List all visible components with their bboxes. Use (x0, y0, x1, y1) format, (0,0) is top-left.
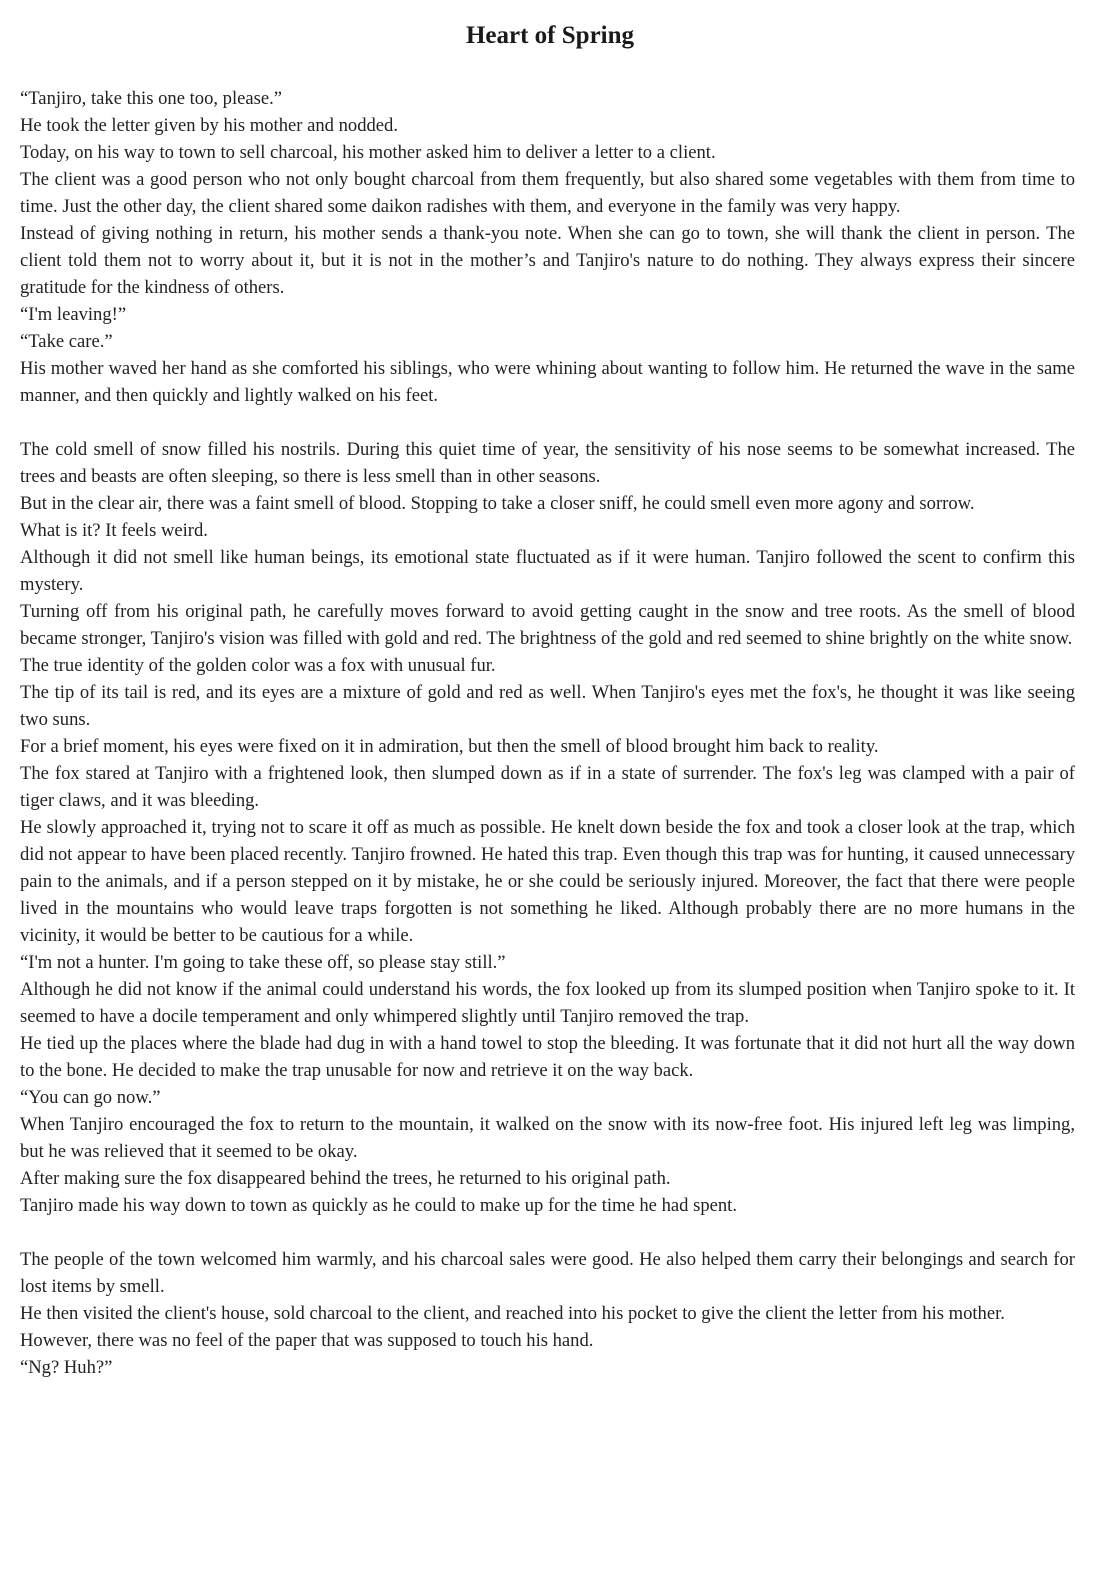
story-paragraph: Instead of giving nothing in return, his mother sends a thank-you note. When she can go to town, she will thank the client in person. The client told them not to worry about it, but it is not in the mother’s and Tanjiro's nature to do nothing. They always express their sincere gratitude for the kindness of others. (20, 223, 1075, 298)
page-title: Heart of Spring (465, 22, 635, 49)
story-paragraph: Today, on his way to town to sell charcoal, his mother asked him to deliver a letter to a client. (20, 142, 716, 163)
story-body (20, 85, 1075, 1381)
story-paragraph: He tied up the places where the blade had dug in with a hand towel to stop the bleeding. It was fortunate that it did not hurt all the way down to the bone. He decided to make the trap unusable for now and retrieve it on the way back. (20, 1033, 1075, 1081)
section-break (20, 1219, 1075, 1246)
story-paragraph: However, there was no feel of the paper that was supposed to touch his hand. (20, 1330, 594, 1351)
story-paragraph: What is it? It feels weird. (20, 520, 208, 541)
story-paragraph: “Tanjiro, take this one too, please.” (20, 88, 283, 109)
story-paragraph: The cold smell of snow filled his nostrils. During this quiet time of year, the sensitivity of his nose seems to be somewhat increased. The trees and beasts are often sleeping, so there is less smell than in other seasons. (20, 439, 1075, 487)
story-paragraph: The tip of its tail is red, and its eyes are a mixture of gold and red as well. When Tanjiro's eyes met the fox's, he thought it was like seeing two suns. (20, 682, 1075, 730)
story-paragraph: Turning off from his original path, he carefully moves forward to avoid getting caught in the snow and tree roots. As the smell of blood became stronger, Tanjiro's vision was filled with gold and red. The brightness of the gold and red seemed to shine brightly on the white snow. (20, 601, 1075, 649)
story-paragraph: “You can go now.” (20, 1087, 161, 1108)
section-break (20, 409, 1075, 436)
story-paragraph: The client was a good person who not only bought charcoal from them frequently, but also shared some vegetables with them from time to time. Just the other day, the client shared some daikon radishes with them, and everyone in the family was very happy. (20, 169, 1075, 217)
story-paragraph: When Tanjiro encouraged the fox to return to the mountain, it walked on the snow with its now-free foot. His injured left leg was limping, but he was relieved that it seemed to be okay. (20, 1114, 1075, 1162)
story-paragraph: He then visited the client's house, sold charcoal to the client, and reached into his pocket to give the client the letter from his mother. (20, 1303, 1005, 1324)
story-paragraph: For a brief moment, his eyes were fixed on it in admiration, but then the smell of blood brought him back to reality. (20, 736, 879, 757)
story-paragraph: Although he did not know if the animal could understand his words, the fox looked up from its slumped position when Tanjiro spoke to it. It seemed to have a docile temperament and only whimpered slightly until Tanjiro removed the trap. (20, 979, 1075, 1027)
story-paragraph: He slowly approached it, trying not to scare it off as much as possible. He knelt down beside the fox and took a closer look at the trap, which did not appear to have been placed recently. Tanjiro frowned. He hated this trap. Even though this trap was for hunting, it caused unnecessary pain to the animals, and if a person stepped on it by mistake, he or she could be seriously injured. Moreover, the fact that there were people lived in the mountains who would leave traps forgotten is not something he liked. Although probably there are no more humans in the vicinity, it would be better to be cautious for a while. (20, 817, 1075, 946)
story-paragraph: He took the letter given by his mother and nodded. (20, 115, 398, 136)
story-paragraph: “Ng? Huh?” (20, 1357, 113, 1378)
story-paragraph: The people of the town welcomed him warmly, and his charcoal sales were good. He also helped them carry their belongings and search for lost items by smell. (20, 1249, 1075, 1297)
story-paragraph: “Take care.” (20, 331, 113, 352)
story-paragraph: Although it did not smell like human beings, its emotional state fluctuated as if it were human. Tanjiro followed the scent to confirm this mystery. (20, 547, 1075, 595)
story-paragraph: “I'm leaving!” (20, 304, 127, 325)
story-paragraph: His mother waved her hand as she comforted his siblings, who were whining about wanting to follow him. He returned the wave in the same manner, and then quickly and lightly walked on his feet. (20, 358, 1075, 406)
story-paragraph: After making sure the fox disappeared behind the trees, he returned to his original path. (20, 1168, 671, 1189)
story-paragraph: “I'm not a hunter. I'm going to take these off, so please stay still.” (20, 952, 506, 973)
story-paragraph: The true identity of the golden color was a fox with unusual fur. (20, 655, 496, 676)
story-paragraph: The fox stared at Tanjiro with a frightened look, then slumped down as if in a state of surrender. The fox's leg was clamped with a pair of tiger claws, and it was bleeding. (20, 763, 1075, 811)
story-paragraph: But in the clear air, there was a faint smell of blood. Stopping to take a closer sniff, he could smell even more agony and sorrow. (20, 493, 975, 514)
story-paragraph: Tanjiro made his way down to town as quickly as he could to make up for the time he had spent. (20, 1195, 737, 1216)
